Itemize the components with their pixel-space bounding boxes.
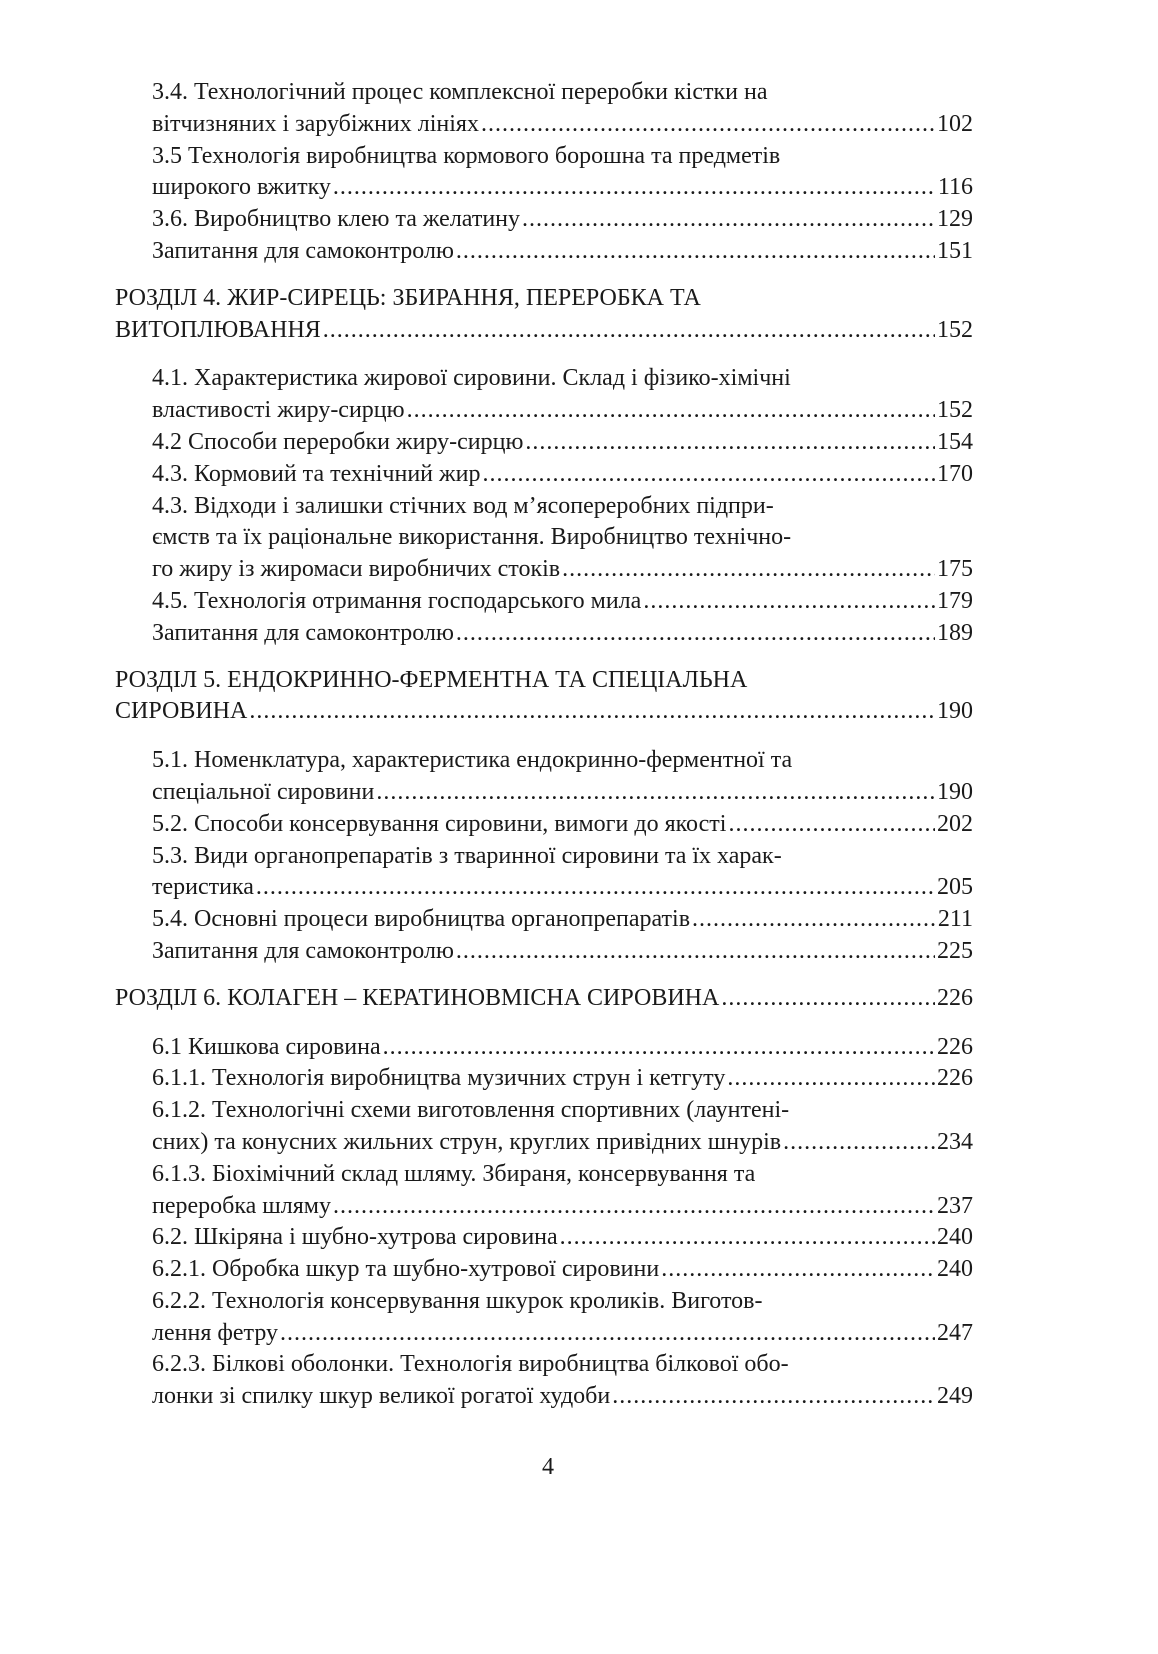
entry-page-number: 102 — [937, 110, 973, 137]
entry-last-line — [152, 777, 973, 809]
entry-title-line: 5.4. Основні процеси виробництва органопрепаратів — [152, 906, 691, 933]
toc-section-entry[interactable] — [115, 665, 973, 729]
entry-title-line: 4.2 Способи переробки жиру-сирцю — [152, 428, 524, 455]
entry-page-number: 234 — [937, 1128, 973, 1155]
toc-group — [115, 665, 973, 968]
dot-leader — [562, 554, 935, 586]
entry-last-line — [115, 696, 973, 728]
toc-entry[interactable] — [115, 586, 973, 618]
dot-leader — [256, 872, 935, 904]
entry-page-number: 226 — [937, 1033, 973, 1060]
entry-title-line: СИРОВИНА — [115, 698, 248, 725]
entry-title-line: РОЗДІЛ 4. ЖИР-СИРЕЦЬ: ЗБИРАННЯ, ПЕРЕРОБКА ТА — [115, 284, 701, 311]
dot-leader — [383, 1032, 935, 1064]
toc-entry[interactable] — [115, 236, 973, 268]
entry-page-number: 179 — [937, 587, 973, 614]
entry-last-line — [152, 236, 973, 268]
dot-leader — [481, 109, 935, 141]
entry-page-number: 129 — [937, 206, 973, 233]
toc-entry[interactable] — [115, 618, 973, 650]
entry-last-line — [152, 1222, 973, 1254]
entry-last-line — [152, 904, 973, 936]
entry-title-line: сних) та конусних жильних струн, круглих привідних шнурів — [152, 1128, 782, 1155]
entry-title-line: 4.3. Відходи і залишки стічних вод м’ясопереробних підпри- — [152, 492, 774, 519]
entry-title-line: РОЗДІЛ 6. КОЛАГЕН – КЕРАТИНОВМІСНА СИРОВИНА — [115, 984, 720, 1011]
toc-entry[interactable] — [115, 841, 973, 905]
toc-entry[interactable] — [115, 809, 973, 841]
toc-entry[interactable] — [115, 427, 973, 459]
entry-title-line: 3.5 Технологія виробництва кормового борошна та предметів — [152, 142, 781, 169]
entry-page-number: 202 — [937, 810, 973, 837]
entry-title-line: лонки зі спилку шкур великої рогатої худоби — [152, 1383, 611, 1410]
dot-leader — [692, 904, 936, 936]
entry-title-line: Запитання для самоконтролю — [152, 937, 454, 964]
entry-last-line — [152, 1063, 973, 1095]
entry-page-number: 154 — [937, 428, 973, 455]
entry-title-line: 5.2. Способи консервування сировини, вимоги до якості — [152, 810, 727, 837]
entry-title-line: го жиру із жиромаси виробничих стоків — [152, 556, 561, 583]
entry-page-number: 249 — [937, 1383, 973, 1410]
dot-leader — [456, 936, 935, 968]
entry-last-line — [115, 315, 973, 347]
entry-title-line: РОЗДІЛ 5. ЕНДОКРИННО-ФЕРМЕНТНА ТА СПЕЦІАЛЬНА — [115, 666, 748, 693]
entry-last-line — [152, 1381, 973, 1413]
entry-last-line — [152, 936, 973, 968]
dot-leader — [522, 204, 935, 236]
entry-last-line — [152, 618, 973, 650]
toc-entry[interactable] — [115, 745, 973, 809]
entry-page-number: 152 — [937, 397, 973, 424]
dot-leader — [783, 1127, 935, 1159]
entry-page-number: 211 — [937, 906, 973, 933]
entry-page-number: 240 — [937, 1256, 973, 1283]
entry-page-number: 225 — [937, 937, 973, 964]
entry-title-line: Запитання для самоконтролю — [152, 619, 454, 646]
toc-entry[interactable] — [115, 1286, 973, 1350]
toc-entry[interactable] — [115, 141, 973, 205]
dot-leader — [612, 1381, 935, 1413]
entry-last-line — [152, 395, 973, 427]
dot-leader — [249, 696, 935, 728]
dot-leader — [323, 315, 935, 347]
entry-last-line — [152, 459, 973, 491]
entry-page-number: 226 — [937, 1065, 973, 1092]
entry-page-number: 240 — [937, 1224, 973, 1251]
toc-group — [115, 983, 973, 1413]
entry-last-line — [115, 983, 973, 1015]
entry-title-line: 6.2.1. Обробка шкур та шубно-хутрової сировини — [152, 1256, 660, 1283]
entry-title-line: 6.1.2. Технологічні схеми виготовлення спортивних (лаунтені- — [152, 1097, 790, 1124]
entry-last-line — [152, 204, 973, 236]
entry-title-line: ВИТОПЛЮВАННЯ — [115, 316, 321, 343]
entry-title-line: 4.1. Характеристика жирової сировини. Склад і фізико-хімічні — [152, 365, 791, 392]
dot-leader — [728, 809, 935, 841]
entry-title-line: 6.1 Кишкова сировина — [152, 1033, 381, 1060]
entry-last-line — [152, 554, 973, 586]
entry-title-line: ємств та їх раціональне використання. Виробництво технічно- — [152, 524, 792, 551]
entry-page-number: 226 — [937, 984, 973, 1011]
entry-page-number: 189 — [937, 619, 973, 646]
toc-entry[interactable] — [115, 1222, 973, 1254]
toc-entry[interactable] — [115, 77, 973, 141]
entry-title-line: Запитання для самоконтролю — [152, 237, 454, 264]
toc-entry[interactable] — [115, 363, 973, 427]
entry-last-line — [152, 172, 973, 204]
dot-leader — [456, 618, 935, 650]
entry-last-line — [152, 1032, 973, 1064]
toc-group — [115, 77, 973, 268]
entry-page-number: 190 — [937, 778, 973, 805]
entry-title-line: 6.2.2. Технологія консервування шкурок кроликів. Виготов- — [152, 1287, 763, 1314]
dot-leader — [661, 1254, 935, 1286]
entry-page-number: 152 — [937, 316, 973, 343]
entry-page-number: 175 — [937, 556, 973, 583]
entry-last-line — [152, 1191, 973, 1223]
entry-page-number: 151 — [937, 237, 973, 264]
entry-title-line: вітчизняних і зарубіжних лініях — [152, 110, 479, 137]
toc-entry[interactable] — [115, 204, 973, 236]
dot-leader — [727, 1063, 935, 1095]
toc-section-entry[interactable] — [115, 283, 973, 347]
toc-entry[interactable] — [115, 1254, 973, 1286]
toc-entry[interactable] — [115, 1095, 973, 1159]
entry-title-line: 6.2.3. Білкові оболонки. Технологія виробництва білкової обо- — [152, 1351, 789, 1378]
entry-page-number: 205 — [937, 874, 973, 901]
dot-leader — [407, 395, 935, 427]
entry-page-number: 170 — [937, 460, 973, 487]
entry-last-line — [152, 1254, 973, 1286]
entry-last-line — [152, 809, 973, 841]
entry-page-number: 190 — [937, 698, 973, 725]
toc-entry[interactable] — [115, 1159, 973, 1223]
entry-title-line: переробка шляму — [152, 1192, 331, 1219]
toc-entry[interactable] — [115, 1349, 973, 1413]
dot-leader — [482, 459, 935, 491]
entry-title-line: спеціальної сировини — [152, 778, 375, 805]
table-of-contents — [115, 77, 973, 1413]
entry-last-line — [152, 872, 973, 904]
entry-title-line: 3.4. Технологічний процес комплексної переробки кістки на — [152, 79, 768, 105]
entry-last-line — [152, 109, 973, 141]
entry-title-line: 6.2. Шкіряна і шубно-хутрова сировина — [152, 1224, 558, 1251]
entry-title-line: властивості жиру-сирцю — [152, 397, 405, 424]
dot-leader — [333, 1191, 935, 1223]
toc-section-entry[interactable] — [115, 983, 973, 1015]
entry-title-line: 6.1.3. Біохімічний склад шляму. Збираня, консервування та — [152, 1160, 756, 1187]
toc-entry[interactable] — [115, 1063, 973, 1095]
entry-title-line: широкого вжитку — [152, 174, 331, 201]
page-number: 4 — [542, 1454, 554, 1480]
dot-leader — [280, 1318, 935, 1350]
dot-leader — [525, 427, 935, 459]
entry-last-line — [152, 1127, 973, 1159]
entry-title-line: 6.1.1. Технологія виробництва музичних струн і кетгуту — [152, 1065, 726, 1092]
entry-page-number: 237 — [937, 1192, 973, 1219]
dot-leader — [721, 983, 935, 1015]
entry-page-number: 116 — [937, 174, 973, 201]
entry-title-line: 4.5. Технологія отримання господарського мила — [152, 587, 642, 614]
dot-leader — [643, 586, 935, 618]
dot-leader — [456, 236, 935, 268]
entry-title-line: лення фетру — [152, 1319, 279, 1346]
toc-entry[interactable] — [115, 936, 973, 968]
entry-last-line — [152, 1318, 973, 1350]
entry-title-line: 4.3. Кормовий та технічний жир — [152, 460, 481, 487]
toc-entry[interactable] — [115, 459, 973, 491]
dot-leader — [560, 1222, 935, 1254]
entry-title-line: теристика — [152, 874, 254, 901]
entry-title-line: 5.1. Номенклатура, характеристика ендокринно-ферментної та — [152, 747, 793, 774]
toc-entry[interactable] — [115, 491, 973, 586]
toc-group — [115, 283, 973, 650]
entry-title-line: 3.6. Виробництво клею та желатину — [152, 206, 521, 233]
dot-leader — [376, 777, 935, 809]
entry-title-line: 5.3. Види органопрепаратів з тваринної сировини та їх харак- — [152, 842, 782, 869]
entry-last-line — [152, 427, 973, 459]
toc-entry[interactable] — [115, 904, 973, 936]
entry-last-line — [152, 586, 973, 618]
entry-page-number: 247 — [937, 1319, 973, 1346]
dot-leader — [333, 172, 936, 204]
toc-entry[interactable] — [115, 1032, 973, 1064]
